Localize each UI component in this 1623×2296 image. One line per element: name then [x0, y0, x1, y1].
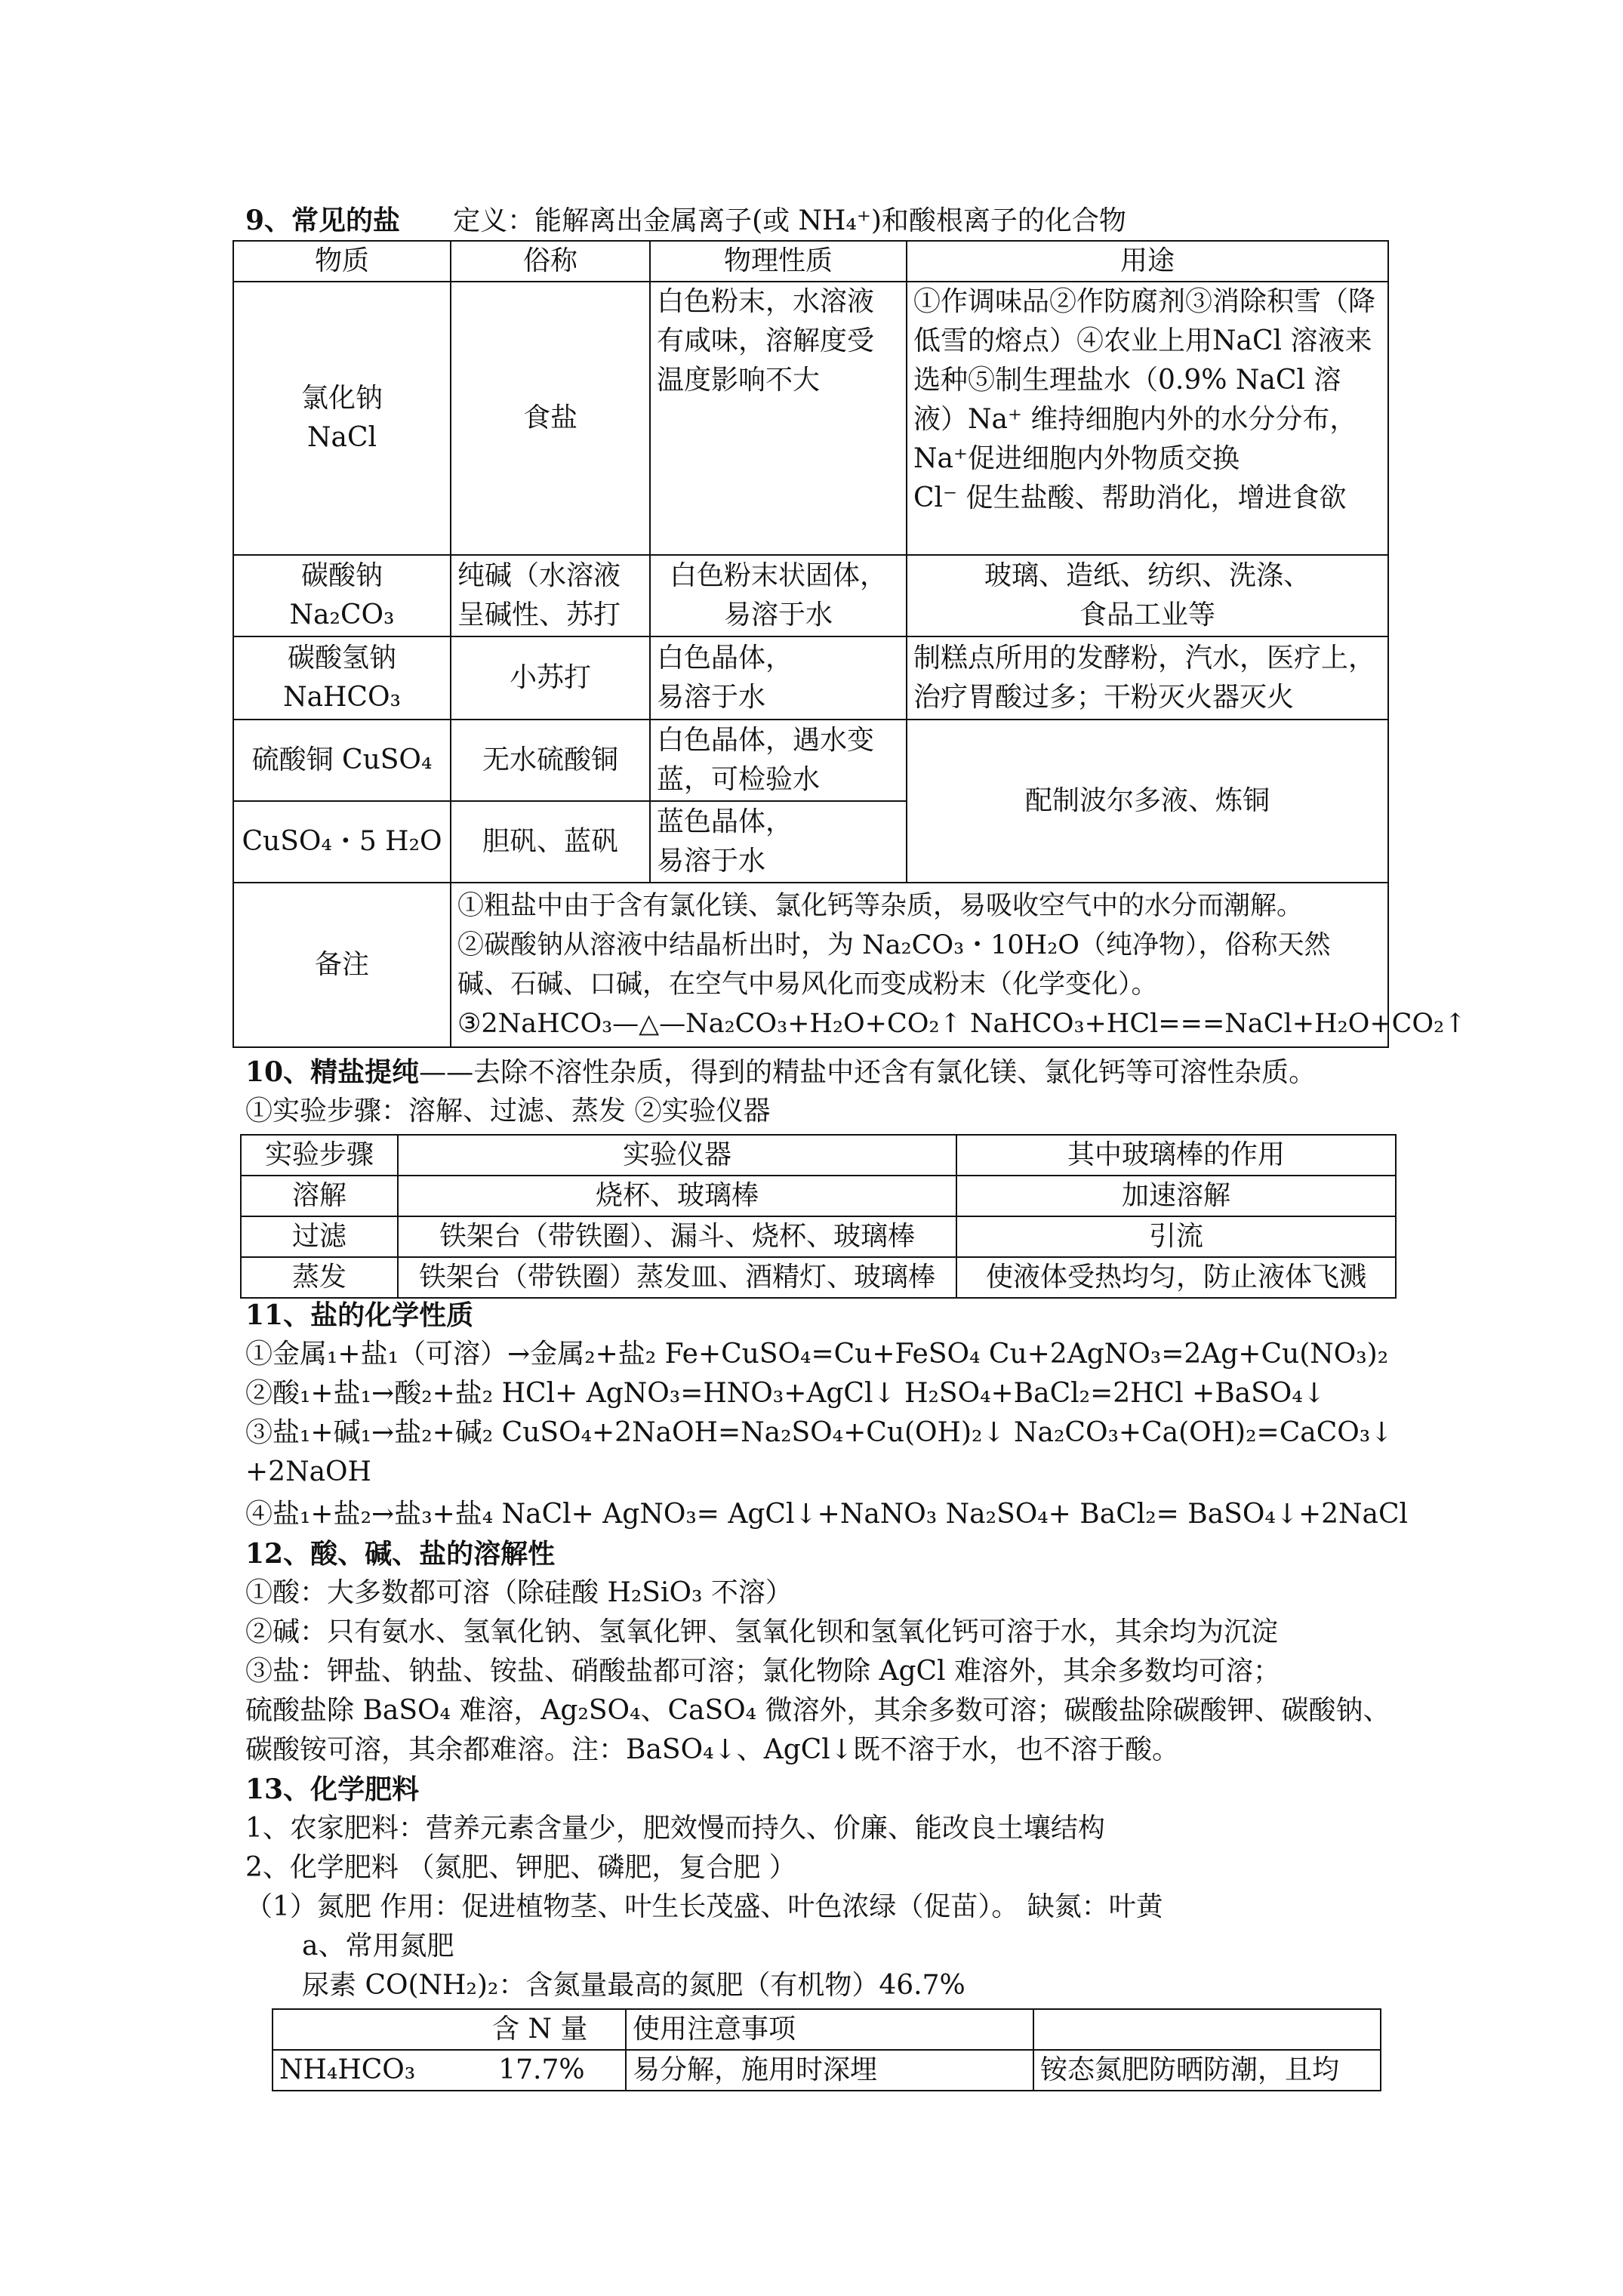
nahco3-physical: 白色晶体， 易溶于水 [650, 636, 907, 720]
header-usage-notes: 使用注意事项 [626, 2009, 1033, 2050]
section-9-heading: 9、常见的盐 [245, 205, 401, 236]
table-row-cuso4 [233, 720, 1388, 801]
step-filter: 过滤 [241, 1216, 398, 1257]
header-use: 用途 [907, 241, 1388, 282]
section-10-heading: 10、精盐提纯 [245, 1056, 420, 1088]
nitrogen-fertilizer-table [272, 2008, 1381, 2091]
remark-2: ②碳酸钠从溶液中结晶析出时，为 Na₂CO₃・10H₂O（纯净物），俗称天然 [457, 930, 1331, 960]
table-row-nacl [233, 282, 1388, 555]
remark-4: ③2NaHCO₃—△—Na₂CO₃+H₂O+CO₂↑ NaHCO₃+HCl===NaCl+H₂O+CO₂↑ [457, 1009, 1467, 1039]
cuso4-common-name: 无水硫酸铜 [451, 720, 650, 801]
na2co3-name: 碳酸钠 Na₂CO₃ [233, 555, 451, 636]
table-header-row [241, 1135, 1396, 1176]
table-row [241, 1257, 1396, 1298]
header-n-content: 含 N 量 [273, 2009, 626, 2050]
solubility-salt-3: 碳酸铵可溶，其余都难溶。注：BaSO₄↓、AgCl↓既不溶于水，也不溶于酸。 [245, 1734, 1179, 1765]
nitrogen-fertilizer: （1）氮肥 作用：促进植物茎、叶生长茂盛、叶色浓绿（促苗）。 缺氮：叶黄 [245, 1891, 1163, 1922]
section-11-heading: 11、盐的化学性质 [245, 1299, 474, 1331]
table-row [241, 1176, 1396, 1216]
table-row-na2co3 [233, 555, 1388, 636]
remarks-cell [451, 883, 1467, 1047]
header-common-name: 俗称 [451, 241, 650, 282]
nacl-physical: 白色粉末，水溶液有咸味，溶解度受温度影响不大 [650, 282, 907, 555]
chemical-fertilizer: 2、化学肥料 （氮肥、钾肥、磷肥，复合肥 ） [245, 1852, 796, 1883]
section-12-heading: 12、酸、碱、盐的溶解性 [245, 1538, 556, 1570]
header-extra [1033, 2009, 1381, 2050]
nh4hco3-n-content: 17.7% [498, 2054, 585, 2085]
farm-manure: 1、农家肥料：营养元素含量少，肥效慢而持久、价廉、能改良土壤结构 [245, 1813, 1105, 1844]
section-13-heading: 13、化学肥料 [245, 1774, 420, 1805]
cuso4-5h2o-physical: 蓝色晶体， 易溶于水 [650, 801, 907, 883]
section-9-heading-line [245, 201, 1126, 241]
header-glass-rod-role: 其中玻璃棒的作用 [956, 1135, 1396, 1176]
table-row [241, 1216, 1396, 1257]
nh4hco3-name: NH₄HCO₃ [279, 2054, 416, 2085]
na2co3-common-name: 纯碱（水溶液呈碱性、苏打 [451, 555, 650, 636]
table-header-row [273, 2009, 1381, 2050]
solubility-salt-2: 硫酸盐除 BaSO₄ 难溶，Ag₂SO₄、CaSO₄ 微溶外，其余多数可溶；碳酸盐除碳酸钾、碳酸钠、 [245, 1695, 1390, 1726]
section-10-heading-line [245, 1052, 1316, 1093]
salt-reaction-2: ②酸₁+盐₁→酸₂+盐₂ HCl+ AgNO₃=HNO₃+AgCl↓ H₂SO₄+BaCl₂=2HCl +BaSO₄↓ [245, 1378, 1326, 1409]
role-evaporate: 使液体受热均匀，防止液体飞溅 [956, 1257, 1396, 1298]
salt-reaction-4: ④盐₁+盐₂→盐₃+盐₄ NaCl+ AgNO₃= AgCl↓+NaNO₃ Na₂SO₄+ BaCl₂= BaSO₄↓+2NaCl [245, 1499, 1409, 1530]
common-nitrogen-fertilizer: a、常用氮肥 [302, 1931, 454, 1962]
role-dissolve: 加速溶解 [956, 1176, 1396, 1216]
cuso4-name: 硫酸铜 CuSO₄ [233, 720, 451, 801]
nahco3-name: 碳酸氢钠 NaHCO₃ [233, 636, 451, 720]
table-row-remarks [233, 883, 1388, 1047]
solubility-acid: ①酸：大多数都可溶（除硅酸 H₂SiO₃ 不溶） [245, 1577, 793, 1608]
remark-3: 碱、石碱、口碱，在空气中易风化而变成粉末（化学变化）。 [457, 969, 1158, 1000]
nahco3-common-name: 小苏打 [451, 636, 650, 720]
na2co3-physical: 白色粉末状固体， 易溶于水 [650, 555, 907, 636]
nacl-use: ①作调味品②作防腐剂③消除积雪（降低雪的熔点）④农业上用NaCl 溶液来选种⑤制生理盐水（0.9% NaCl 溶液）Na⁺ 维持细胞内外的水分分布， Na⁺促进细胞内外物质交换 Cl⁻ 促生盐酸、帮助消化，增进食欲 [907, 282, 1388, 555]
header-instruments: 实验仪器 [398, 1135, 956, 1176]
cuso4-5h2o-name: CuSO₄・5 H₂O [233, 801, 451, 883]
table-row [273, 2050, 1381, 2091]
salt-reaction-3-cont: +2NaOH [245, 1456, 371, 1487]
header-step: 实验步骤 [241, 1135, 398, 1176]
salt-reaction-3: ③盐₁+碱₁→盐₂+碱₂ CuSO₄+2NaOH=Na₂SO₄+Cu(OH)₂↓ Na₂CO₃+Ca(OH)₂=CaCO₃↓ [245, 1417, 1394, 1448]
salt-definition: 定义：能解离出金属离子(或 NH₄⁺)和酸根离子的化合物 [453, 205, 1126, 236]
solubility-base: ②碱：只有氨水、氢氧化钠、氢氧化钾、氢氧化钡和氢氧化钙可溶于水，其余均为沉淀 [245, 1616, 1279, 1647]
instruments-evaporate: 铁架台（带铁圈）蒸发皿、酒精灯、玻璃棒 [398, 1257, 956, 1298]
cuso4-use: 配制波尔多液、炼铜 [907, 720, 1388, 883]
step-dissolve: 溶解 [241, 1176, 398, 1216]
ammonium-fertilizer-note: 铵态氮肥防晒防潮，且均 [1033, 2050, 1381, 2091]
section-10-description: ——去除不溶性杂质，得到的精盐中还含有氯化镁、氯化钙等可溶性杂质。 [419, 1057, 1317, 1088]
nh4hco3-usage: 易分解，施用时深埋 [626, 2050, 1033, 2091]
salt-reaction-1: ①金属₁+盐₁（可溶）→金属₂+盐₂ Fe+CuSO₄=Cu+FeSO₄ Cu+2AgNO₃=2Ag+Cu(NO₃)₂ [245, 1339, 1389, 1370]
solubility-salt-1: ③盐：钾盐、钠盐、铵盐、硝酸盐都可溶；氯化物除 AgCl 难溶外，其余多数均可溶； [245, 1656, 1280, 1687]
cuso4-5h2o-common-name: 胆矾、蓝矾 [451, 801, 650, 883]
table-header-row [233, 241, 1388, 282]
salt-purification-table [240, 1134, 1397, 1299]
instruments-filter: 铁架台（带铁圈）、漏斗、烧杯、玻璃棒 [398, 1216, 956, 1257]
nacl-name: 氯化钠 NaCl [233, 282, 451, 555]
role-filter: 引流 [956, 1216, 1396, 1257]
nh4hco3-cell [273, 2050, 626, 2091]
nahco3-use: 制糕点所用的发酵粉，汽水，医疗上， 治疗胃酸过多；干粉灭火器灭火 [907, 636, 1388, 720]
na2co3-use: 玻璃、造纸、纺织、洗涤、 食品工业等 [907, 555, 1388, 636]
step-evaporate: 蒸发 [241, 1257, 398, 1298]
nacl-common-name: 食盐 [451, 282, 650, 555]
common-salts-table [233, 240, 1467, 1048]
instruments-dissolve: 烧杯、玻璃棒 [398, 1176, 956, 1216]
cuso4-physical: 白色晶体，遇水变蓝，可检验水 [650, 720, 907, 801]
section-10-steps-line: ①实验步骤：溶解、过滤、蒸发 ②实验仪器 [245, 1096, 771, 1126]
urea-line: 尿素 CO(NH₂)₂：含氮量最高的氮肥（有机物）46.7% [302, 1970, 965, 2001]
remark-label: 备注 [233, 883, 451, 1047]
header-substance: 物质 [233, 241, 451, 282]
remark-1: ①粗盐中由于含有氯化镁、氯化钙等杂质，易吸收空气中的水分而潮解。 [457, 891, 1304, 921]
header-physical-property: 物理性质 [650, 241, 907, 282]
table-row-nahco3 [233, 636, 1388, 720]
